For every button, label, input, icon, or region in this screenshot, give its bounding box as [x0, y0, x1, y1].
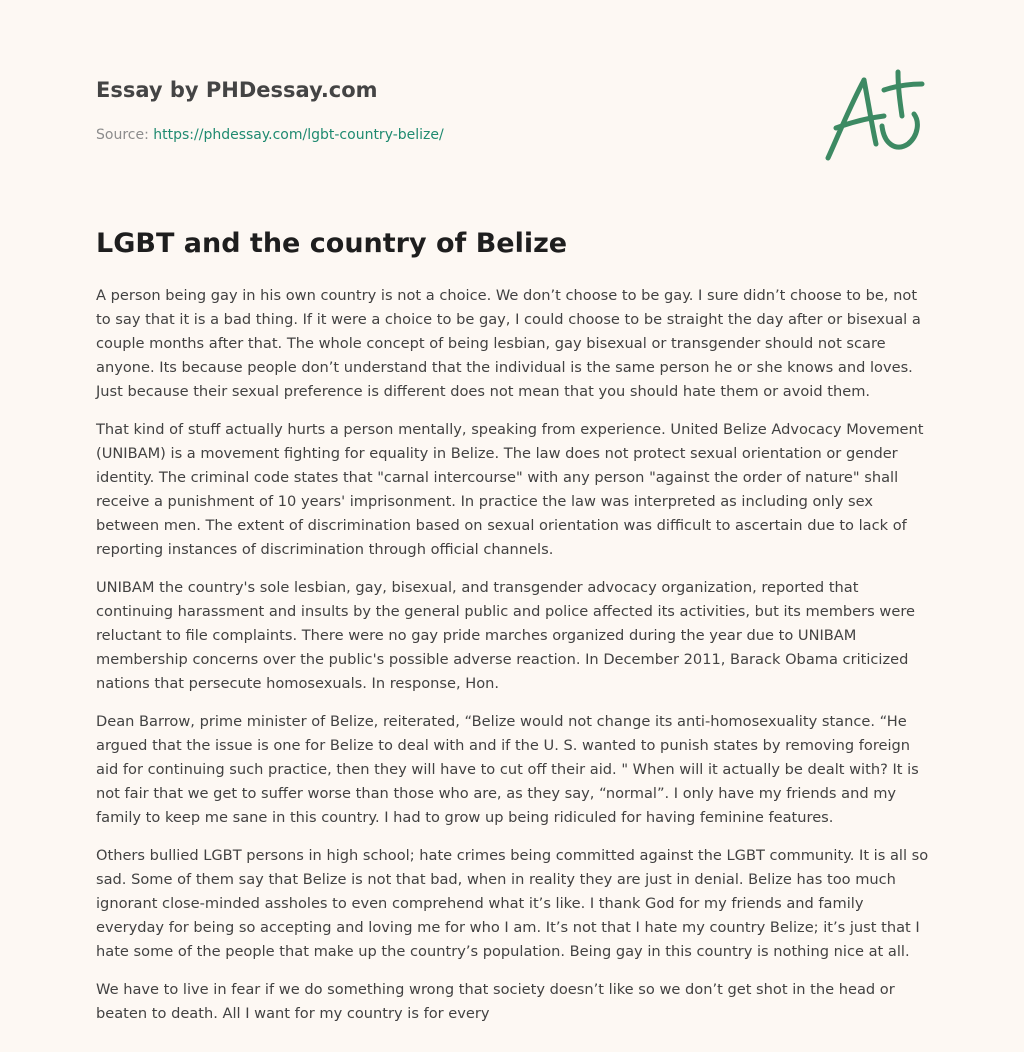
essay-paragraph: Dean Barrow, prime minister of Belize, reiterated, “Belize would not change its anti-homosexuality stance. “He argued that the issue is one for Belize to deal with and if the U. S. wanted to punish states by removing foreign aid for continuing such practice, then they will have to cut off their aid. " When will it actually be dealt with? It is not fair that we get to suffer worse than those who are, as they say, “normal”. I only have my friends and my family to keep me sane in this country. I had to grow up being ridiculed for having feminine features.	[96, 713, 919, 826]
essay-title: LGBT and the country of Belize	[96, 228, 568, 259]
a-plus-grade-icon	[820, 66, 930, 166]
essay-header	[96, 74, 696, 145]
plus-vertical	[898, 72, 902, 116]
plus-swoosh	[882, 114, 917, 147]
essay-paragraph: UNIBAM the country's sole lesbian, gay, bisexual, and transgender advocacy organization, reported that continuing harassment and insults by the general public and police affected its activities, but its members were reluctant to file complaints. There were no gay pride marches organized during the year due to UNIBAM membership concerns over the public's possible adverse reaction. In December 2011, Barack Obama criticized nations that persecute homosexuals. In response, Hon.	[96, 579, 915, 692]
a-plus-logo-svg	[820, 66, 930, 166]
essay-body	[96, 284, 934, 1040]
source-link[interactable]: https://phdessay.com/lgbt-country-belize/	[153, 127, 444, 143]
plus-horizontal	[884, 84, 922, 90]
essay-paragraph: That kind of stuff actually hurts a person mentally, speaking from experience. United Belize Advocacy Movement (UNIBAM) is a movement fighting for equality in Belize. The law does not protect sexual orientation or gender identity. The criminal code states that "carnal intercourse" with any person "against the order of nature" shall receive a punishment of 10 years' imprisonment. In practice the law was interpreted as including only sex between men. The extent of discrimination based on sexual orientation was difficult to ascertain due to lack of reporting instances of discrimination through official channels.	[96, 421, 924, 558]
essay-paragraph: A person being gay in his own country is not a choice. We don’t choose to be gay. I sure didn’t choose to be, not to say that it is a bad thing. If it were a choice to be gay, I could choose to be straight the day after or bisexual a couple months after that. The whole concept of being lesbian, gay bisexual or transgender should not scare anyone. Its because people don’t understand that the individual is the same person he or she knows and loves. Just because their sexual preference is different does not mean that you should hate them or avoid them.	[96, 287, 921, 400]
site-title: Essay by PHDessay.com	[96, 78, 378, 102]
essay-paragraph: Others bullied LGBT persons in high school; hate crimes being committed against the LGBT community. It is all so sad. Some of them say that Belize is not that bad, when in reality they are just in denial. Belize has too much ignorant close-minded assholes to even comprehend what it’s like. I thank God for my friends and family everyday for being so accepting and loving me for who I am. It’s not that I hate my country Belize; it’s just that I hate some of the people that make up the country’s population. Being gay in this country is nothing nice at all.	[96, 847, 929, 960]
source-label: Source:	[96, 127, 154, 143]
source-line	[96, 125, 696, 145]
a-right-stroke	[864, 80, 876, 144]
essay-paragraph: We have to live in fear if we do something wrong that society doesn’t like so we don’t get shot in the head or beaten to death. All I want for my country is for every	[96, 981, 895, 1022]
